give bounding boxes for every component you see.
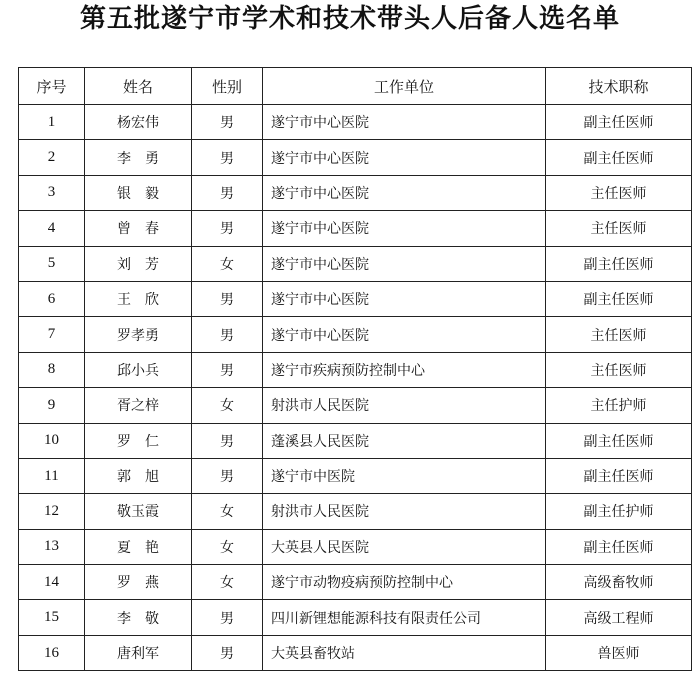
cell-unit: 遂宁市中心医院 <box>263 175 546 210</box>
cell-title: 主任护师 <box>546 388 692 423</box>
cell-title: 兽医师 <box>546 635 692 670</box>
cell-unit: 遂宁市中心医院 <box>263 281 546 316</box>
cell-unit: 遂宁市中心医院 <box>263 105 546 140</box>
table-row <box>19 140 692 175</box>
cell-gender: 男 <box>192 281 263 316</box>
cell-unit: 大英县畜牧站 <box>263 635 546 670</box>
cell-name: 李 勇 <box>85 140 192 175</box>
cell-title: 高级工程师 <box>546 600 692 635</box>
cell-no: 2 <box>19 140 85 175</box>
table-row <box>19 211 692 246</box>
cell-no: 11 <box>19 458 85 493</box>
cell-gender: 男 <box>192 635 263 670</box>
cell-name: 杨宏伟 <box>85 105 192 140</box>
cell-title: 主任医师 <box>546 211 692 246</box>
cell-title: 副主任护师 <box>546 494 692 529</box>
cell-no: 9 <box>19 388 85 423</box>
cell-gender: 女 <box>192 565 263 600</box>
cell-no: 5 <box>19 246 85 281</box>
cell-unit: 遂宁市疾病预防控制中心 <box>263 352 546 387</box>
cell-no: 4 <box>19 211 85 246</box>
table-row <box>19 175 692 210</box>
table-row <box>19 352 692 387</box>
header-no: 序号 <box>19 68 85 105</box>
cell-name: 敬玉霞 <box>85 494 192 529</box>
table-row <box>19 494 692 529</box>
table-row <box>19 529 692 564</box>
table-row <box>19 600 692 635</box>
cell-unit: 遂宁市动物疫病预防控制中心 <box>263 565 546 600</box>
cell-gender: 男 <box>192 423 263 458</box>
cell-title: 副主任医师 <box>546 105 692 140</box>
cell-name: 罗 燕 <box>85 565 192 600</box>
cell-name: 刘 芳 <box>85 246 192 281</box>
cell-no: 14 <box>19 565 85 600</box>
cell-unit: 遂宁市中心医院 <box>263 140 546 175</box>
cell-gender: 女 <box>192 246 263 281</box>
cell-name: 曾 春 <box>85 211 192 246</box>
header-unit: 工作单位 <box>263 68 546 105</box>
table-row <box>19 635 692 670</box>
cell-name: 邱小兵 <box>85 352 192 387</box>
cell-unit: 四川新锂想能源科技有限责任公司 <box>263 600 546 635</box>
cell-title: 副主任医师 <box>546 423 692 458</box>
table-row <box>19 105 692 140</box>
cell-name: 郭 旭 <box>85 458 192 493</box>
cell-no: 12 <box>19 494 85 529</box>
cell-title: 副主任医师 <box>546 246 692 281</box>
cell-name: 夏 艳 <box>85 529 192 564</box>
cell-no: 15 <box>19 600 85 635</box>
cell-title: 主任医师 <box>546 352 692 387</box>
cell-gender: 女 <box>192 529 263 564</box>
table-row <box>19 565 692 600</box>
cell-name: 罗 仁 <box>85 423 192 458</box>
cell-gender: 男 <box>192 140 263 175</box>
cell-unit: 遂宁市中医院 <box>263 458 546 493</box>
cell-name: 李 敬 <box>85 600 192 635</box>
cell-gender: 男 <box>192 175 263 210</box>
document-title: 第五批遂宁市学术和技术带头人后备人选名单 <box>79 4 620 34</box>
cell-unit: 蓬溪县人民医院 <box>263 423 546 458</box>
header-gender: 性别 <box>192 68 263 105</box>
cell-unit: 遂宁市中心医院 <box>263 246 546 281</box>
table-header-row <box>19 68 692 105</box>
cell-unit: 射洪市人民医院 <box>263 388 546 423</box>
cell-title: 副主任医师 <box>546 458 692 493</box>
table-row <box>19 388 692 423</box>
table-row <box>19 281 692 316</box>
cell-gender: 男 <box>192 352 263 387</box>
cell-title: 副主任医师 <box>546 281 692 316</box>
cell-gender: 男 <box>192 458 263 493</box>
table-row <box>19 246 692 281</box>
cell-gender: 男 <box>192 317 263 352</box>
cell-gender: 男 <box>192 105 263 140</box>
table-row <box>19 458 692 493</box>
cell-no: 6 <box>19 281 85 316</box>
cell-unit: 遂宁市中心医院 <box>263 317 546 352</box>
cell-name: 银 毅 <box>85 175 192 210</box>
cell-no: 8 <box>19 352 85 387</box>
table-body <box>19 105 692 671</box>
cell-name: 胥之梓 <box>85 388 192 423</box>
header-title: 技术职称 <box>546 68 692 105</box>
cell-no: 3 <box>19 175 85 210</box>
table-row <box>19 317 692 352</box>
cell-gender: 女 <box>192 388 263 423</box>
cell-unit: 射洪市人民医院 <box>263 494 546 529</box>
cell-title: 副主任医师 <box>546 529 692 564</box>
cell-name: 唐利军 <box>85 635 192 670</box>
cell-gender: 男 <box>192 600 263 635</box>
cell-unit: 大英县人民医院 <box>263 529 546 564</box>
header-name: 姓名 <box>85 68 192 105</box>
cell-title: 副主任医师 <box>546 140 692 175</box>
candidate-table <box>18 67 692 671</box>
cell-unit: 遂宁市中心医院 <box>263 211 546 246</box>
cell-no: 16 <box>19 635 85 670</box>
cell-gender: 女 <box>192 494 263 529</box>
table-row <box>19 423 692 458</box>
cell-no: 7 <box>19 317 85 352</box>
cell-no: 1 <box>19 105 85 140</box>
cell-no: 10 <box>19 423 85 458</box>
cell-name: 罗孝勇 <box>85 317 192 352</box>
cell-name: 王 欣 <box>85 281 192 316</box>
cell-no: 13 <box>19 529 85 564</box>
cell-title: 主任医师 <box>546 317 692 352</box>
cell-title: 高级畜牧师 <box>546 565 692 600</box>
cell-title: 主任医师 <box>546 175 692 210</box>
cell-gender: 男 <box>192 211 263 246</box>
